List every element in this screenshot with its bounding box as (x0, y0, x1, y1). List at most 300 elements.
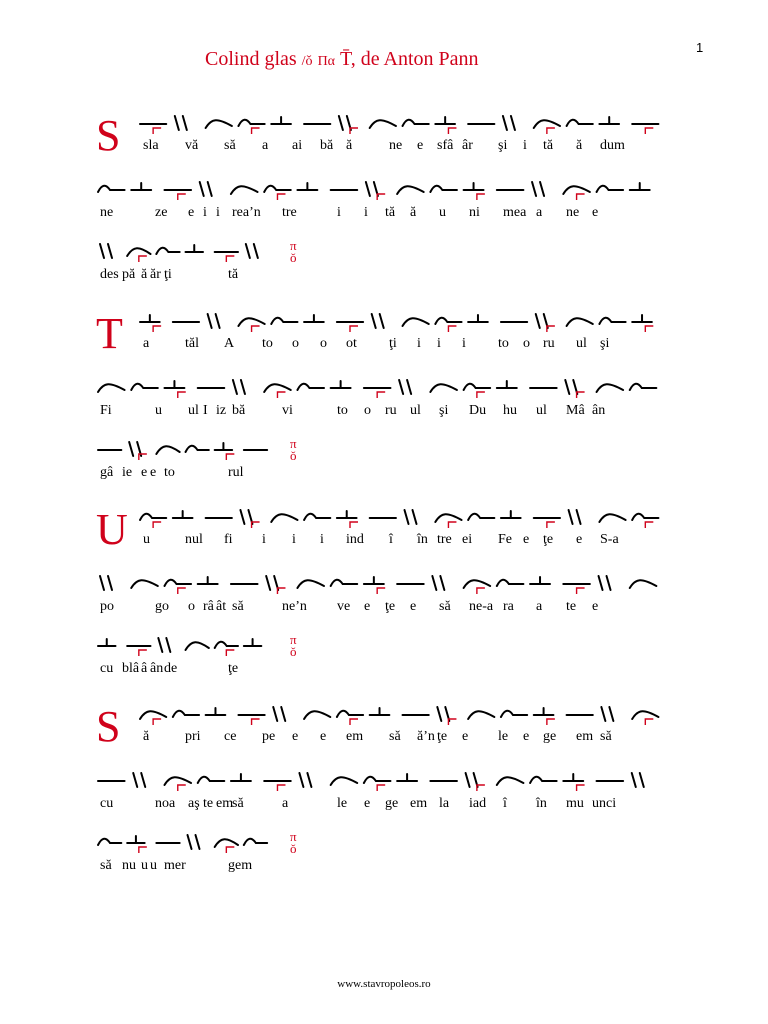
lyric-syllable: de (164, 661, 178, 676)
red-fthora-mark (377, 392, 385, 398)
neume-glyph (264, 186, 291, 200)
red-fthora-mark (226, 454, 234, 460)
lyric-syllable: tă (228, 267, 239, 282)
neume-glyph (271, 117, 291, 124)
neume-glyph (337, 511, 358, 528)
lyric-syllable: I (203, 403, 208, 418)
lyric-syllable: i (364, 205, 368, 220)
neume-glyph (297, 183, 317, 190)
lyric-syllable: o (523, 336, 530, 351)
neume-glyph (186, 245, 204, 252)
lyric-syllable: ni (469, 205, 480, 220)
lyric-syllable: go (155, 599, 169, 614)
lyric-syllable: ă (410, 205, 417, 220)
neume-glyph (437, 707, 456, 725)
title-main: Colind glas (205, 48, 297, 70)
neume-glyph (399, 380, 411, 394)
red-fthora-mark (153, 128, 161, 134)
lyric-syllable: să (389, 729, 401, 744)
red-fthora-mark (277, 194, 285, 200)
lyric-syllable: ne (389, 138, 403, 153)
neume-glyph (264, 384, 291, 398)
neume-row (98, 761, 658, 801)
neume-glyph (273, 707, 285, 721)
neume-glyph (198, 577, 218, 584)
neume-glyph (536, 314, 555, 332)
neume-glyph (364, 388, 391, 398)
neume-glyph (530, 577, 550, 584)
neume-glyph (164, 777, 191, 791)
lyric-syllable: ât (216, 599, 227, 614)
red-fthora-mark (178, 194, 186, 200)
lyric-syllable: Mâ (566, 403, 585, 418)
neume-row (98, 430, 658, 470)
lyric-syllable: sla (143, 138, 159, 153)
lyric-syllable: ă (576, 138, 583, 153)
lyric-syllable: e (320, 729, 327, 744)
lyric-syllable: u (141, 858, 148, 873)
neume-glyph (271, 318, 297, 324)
neume-glyph (127, 646, 150, 656)
neume-glyph (466, 773, 485, 791)
neume-glyph (98, 384, 125, 392)
red-fthora-mark (153, 522, 161, 528)
red-fthora-mark (377, 785, 385, 791)
martyria-icon: π ǒ (290, 632, 297, 659)
neume-glyph (599, 576, 611, 590)
lyric-syllable: u (150, 858, 157, 873)
lyric-syllable: noa (155, 796, 176, 811)
neume-glyph (337, 711, 363, 725)
red-fthora-mark (350, 326, 358, 332)
neume-glyph (100, 244, 112, 258)
lyric-syllable: î (389, 532, 393, 547)
neume-glyph (468, 514, 494, 520)
red-fthora-mark (350, 522, 358, 528)
lyric-syllable: rea’n (232, 205, 261, 220)
red-fthora-mark (448, 326, 456, 332)
verse-initial: T (96, 309, 123, 358)
neume-glyph (567, 318, 593, 326)
neume-glyph (430, 186, 457, 192)
red-fthora-mark (645, 719, 653, 725)
neume-glyph (565, 380, 584, 398)
lyric-syllable: i (262, 532, 266, 547)
red-fthora-mark (577, 785, 585, 791)
lyric-syllable: ă’n (417, 729, 435, 744)
neume-staff (98, 368, 663, 408)
lyric-syllable: o (320, 336, 327, 351)
neume-glyph (271, 514, 297, 522)
neume-glyph (129, 442, 147, 460)
lyric-syllable: ge (543, 729, 557, 744)
neume-glyph (215, 642, 238, 656)
neume-glyph (632, 315, 653, 332)
red-fthora-mark (226, 847, 234, 853)
neume-glyph (208, 314, 220, 328)
red-fthora-mark (448, 522, 456, 528)
lyric-syllable: ă (141, 267, 148, 282)
lyric-syllable: sfâ (437, 138, 454, 153)
neume-glyph (468, 711, 494, 719)
neume-glyph (231, 774, 251, 781)
lyric-syllable: şi (498, 138, 508, 153)
lyric-syllable: ţe (228, 661, 239, 676)
red-fthora-mark (178, 588, 186, 594)
lyric-syllable: dum (600, 138, 625, 153)
lyric-syllable: em (410, 796, 428, 811)
lyric-syllable: to (337, 403, 348, 418)
neume-glyph (98, 639, 116, 646)
neume-glyph (569, 510, 581, 524)
lyric-syllable: ce (224, 729, 237, 744)
neume-glyph (188, 835, 200, 849)
red-fthora-mark (547, 522, 555, 528)
neume-glyph (372, 314, 384, 328)
lyric-syllable: tă (543, 138, 554, 153)
neume-glyph (497, 580, 524, 586)
neume-glyph (98, 186, 125, 192)
red-fthora-mark (547, 128, 555, 134)
lyric-syllable: e (410, 599, 417, 614)
lyric-syllable: să (232, 599, 244, 614)
red-fthora-mark (547, 719, 555, 725)
neume-glyph (140, 124, 166, 134)
neume-row (98, 170, 658, 210)
lyric-syllable: ul (188, 403, 199, 418)
lyric-syllable: să (232, 796, 244, 811)
lyric-syllable: să (439, 599, 451, 614)
neume-glyph (156, 446, 179, 454)
lyric-syllable: e (592, 599, 599, 614)
lyric-syllable: la (439, 796, 450, 811)
lyric-syllable: a (143, 336, 150, 351)
red-fthora-mark (252, 326, 260, 332)
neume-staff (98, 564, 663, 604)
lyric-syllable: i (337, 205, 341, 220)
lyric-syllable: ăr (150, 267, 161, 282)
neume-glyph (156, 248, 179, 254)
neume-glyph (563, 774, 584, 791)
martyria-icon: π ǒ (290, 238, 297, 265)
neume-row (98, 368, 658, 408)
lyric-syllable: u (439, 205, 446, 220)
lyric-syllable: tăl (185, 336, 199, 351)
lyric-syllable: pă (122, 267, 136, 282)
lyric-syllable: o (188, 599, 195, 614)
neume-glyph (140, 711, 166, 725)
neume-glyph (173, 711, 199, 717)
lyric-syllable: te (566, 599, 577, 614)
lyric-syllable: cu (100, 661, 114, 676)
neume-glyph (364, 577, 385, 594)
neume-glyph (127, 248, 150, 262)
lyric-syllable: rul (228, 465, 244, 480)
lyric-syllable: ă (143, 729, 150, 744)
red-fthora-mark (153, 719, 161, 725)
neume-glyph (630, 580, 657, 588)
lyric-syllable: i (417, 336, 421, 351)
red-fthora-mark (477, 588, 485, 594)
neume-glyph (503, 116, 515, 130)
lyric-syllable: ân (592, 403, 606, 418)
neume-glyph (534, 120, 560, 134)
lyric-syllable: ra (503, 599, 514, 614)
lyric-syllable: iad (469, 796, 487, 811)
neume-glyph (175, 116, 187, 130)
neume-glyph (304, 315, 324, 322)
lyric-syllable: po (100, 599, 114, 614)
lyric-syllable: e (364, 796, 371, 811)
title-symbol: Πα (317, 54, 336, 69)
red-fthora-mark (139, 650, 147, 656)
lyric-syllable: â (141, 661, 148, 676)
neume-glyph (497, 381, 517, 388)
lyric-syllable: ţi (164, 267, 172, 282)
neume-glyph (140, 514, 166, 528)
lyric-syllable: em (576, 729, 594, 744)
lyric-syllable: ul (536, 403, 547, 418)
red-fthora-mark (645, 326, 653, 332)
lyric-syllable: u (143, 532, 150, 547)
neume-glyph (331, 381, 351, 388)
neume-row (98, 626, 658, 666)
neume-glyph (464, 580, 491, 594)
neume-glyph (264, 781, 291, 791)
neume-row (98, 564, 658, 604)
neume-glyph (266, 576, 285, 594)
lyric-syllable: ru (543, 336, 555, 351)
lyric-syllable: e (576, 532, 583, 547)
neume-glyph (98, 839, 121, 845)
lyric-syllable: nul (185, 532, 203, 547)
red-fthora-mark (226, 650, 234, 656)
neume-glyph (563, 186, 590, 200)
lyric-syllable: ie (122, 465, 133, 480)
lyric-syllable: ve (337, 599, 351, 614)
neume-glyph (430, 384, 457, 392)
red-fthora-mark (178, 785, 186, 791)
lyric-syllable: e (523, 729, 530, 744)
neume-glyph (131, 384, 158, 390)
neume-glyph (297, 580, 324, 588)
lyric-syllable: te (203, 796, 214, 811)
lyric-syllable: to (164, 465, 175, 480)
neume-glyph (233, 380, 245, 394)
lyric-syllable: ru (385, 403, 397, 418)
neume-glyph (339, 116, 358, 134)
lyric-syllable: e (141, 465, 148, 480)
neume-glyph (563, 584, 590, 594)
lyric-syllable: vi (282, 403, 293, 418)
lyric-syllable: î (503, 796, 507, 811)
lyric-syllable: pe (262, 729, 276, 744)
lyric-syllable: e (188, 205, 195, 220)
lyric-syllable: ne-a (469, 599, 494, 614)
lyric-syllable: o (292, 336, 299, 351)
neume-glyph (164, 190, 191, 200)
lyric-syllable: mu (566, 796, 584, 811)
lyric-syllable: e (150, 465, 157, 480)
lyric-syllable: ne (566, 205, 580, 220)
red-fthora-mark (252, 128, 260, 134)
neume-glyph (501, 511, 521, 518)
neume-glyph (599, 514, 625, 522)
lyric-syllable: ţe (437, 729, 448, 744)
neume-glyph (304, 514, 330, 520)
lyric-syllable: mer (164, 858, 186, 873)
red-fthora-mark (153, 326, 161, 332)
neume-glyph (532, 182, 544, 196)
neume-glyph (405, 510, 417, 524)
lyric-syllable: Du (469, 403, 487, 418)
neume-staff (98, 232, 273, 272)
neume-staff (140, 498, 665, 538)
neume-glyph (403, 318, 429, 326)
neume-glyph (186, 446, 209, 452)
neume-glyph (601, 707, 613, 721)
neume-glyph (435, 117, 456, 134)
lyric-syllable: le (498, 729, 509, 744)
red-fthora-mark (377, 588, 385, 594)
lyric-syllable: S-a (600, 532, 619, 547)
lyric-syllable: aş (188, 796, 200, 811)
neume-glyph (215, 443, 235, 460)
neume-glyph (432, 576, 444, 590)
lyric-syllable: âr (462, 138, 473, 153)
neume-glyph (630, 384, 657, 390)
verse-initial: U (96, 505, 128, 554)
lyric-syllable: e (462, 729, 469, 744)
neume-glyph (240, 510, 259, 528)
neume-glyph (534, 708, 555, 725)
red-fthora-mark (277, 392, 285, 398)
neume-staff (98, 430, 273, 470)
lyric-syllable: e (292, 729, 299, 744)
lyric-syllable: iz (216, 403, 227, 418)
neume-glyph (231, 186, 258, 194)
lyric-syllable: vă (185, 138, 199, 153)
neume-glyph (597, 186, 624, 192)
verse-initial: S (96, 702, 121, 751)
red-fthora-mark (139, 847, 147, 853)
neume-glyph (534, 518, 560, 528)
neume-glyph (331, 580, 358, 586)
neume-row (98, 232, 658, 272)
neume-glyph (630, 183, 650, 190)
lyric-syllable: i (216, 205, 220, 220)
red-fthora-mark (252, 719, 260, 725)
lyric-syllable: hu (503, 403, 517, 418)
neume-glyph (435, 318, 461, 332)
lyric-syllable: şi (600, 336, 610, 351)
lyric-syllable: i (292, 532, 296, 547)
lyric-syllable: to (262, 336, 273, 351)
neume-glyph (464, 384, 491, 398)
lyric-syllable: i (320, 532, 324, 547)
red-fthora-mark (645, 128, 653, 134)
lyric-syllable: ţi (389, 336, 397, 351)
lyric-syllable: ă (346, 138, 353, 153)
neume-glyph (370, 120, 396, 128)
neume-glyph (215, 839, 238, 853)
neume-staff (98, 170, 663, 210)
neume-glyph (337, 322, 363, 332)
lyric-syllable: Fi (100, 403, 112, 418)
neume-glyph (632, 124, 658, 134)
lyric-syllable: e (417, 138, 424, 153)
neume-glyph (186, 642, 209, 650)
lyric-syllable: a (536, 205, 543, 220)
neume-glyph (397, 774, 417, 781)
lyric-syllable: ot (346, 336, 357, 351)
lyric-syllable: Fe (498, 532, 512, 547)
neume-glyph (164, 580, 191, 594)
neume-glyph (244, 839, 267, 845)
neume-glyph (364, 777, 391, 791)
lyric-syllable: pri (185, 729, 201, 744)
neume-glyph (158, 638, 170, 652)
neume-glyph (497, 777, 524, 785)
red-fthora-mark (645, 522, 653, 528)
neume-glyph (567, 120, 593, 126)
red-fthora-mark (277, 785, 285, 791)
neume-glyph (200, 182, 212, 196)
lyric-syllable: ul (576, 336, 587, 351)
lyric-syllable: să (100, 858, 112, 873)
neume-glyph (198, 777, 225, 783)
lyric-syllable: nu (122, 858, 136, 873)
neume-glyph (173, 511, 193, 518)
red-fthora-mark (477, 392, 485, 398)
neume-glyph (140, 315, 161, 332)
page-number: 1 (696, 40, 704, 55)
lyric-syllable: e (592, 205, 599, 220)
neume-glyph (366, 182, 385, 200)
neume-staff (98, 626, 273, 666)
martyria-icon: π ǒ (290, 829, 297, 856)
lyric-syllable: cu (100, 796, 114, 811)
red-fthora-mark (178, 392, 186, 398)
red-fthora-mark (577, 194, 585, 200)
neume-glyph (238, 715, 264, 725)
lyric-syllable: unci (592, 796, 617, 811)
lyric-syllable: ân (150, 661, 164, 676)
neume-glyph (238, 120, 264, 134)
neume-glyph (164, 381, 185, 398)
lyric-syllable: blâ (122, 661, 140, 676)
neume-staff (140, 104, 665, 144)
lyric-syllable: în (536, 796, 547, 811)
neume-glyph (397, 186, 424, 194)
lyric-syllable: ai (292, 138, 303, 153)
lyric-syllable: tre (282, 205, 297, 220)
lyric-syllable: ind (346, 532, 364, 547)
lyric-syllable: em (346, 729, 364, 744)
neume-glyph (530, 777, 557, 783)
neume-glyph (599, 318, 625, 324)
lyric-syllable: a (262, 138, 269, 153)
neume-glyph (131, 580, 158, 588)
lyric-syllable: A (224, 336, 235, 351)
neume-glyph (403, 120, 429, 126)
neume-glyph (100, 576, 112, 590)
lyric-syllable: a (282, 796, 289, 811)
neume-glyph (599, 117, 619, 124)
neume-glyph (597, 384, 624, 392)
red-fthora-mark (350, 719, 358, 725)
lyric-syllable: ne’n (282, 599, 307, 614)
